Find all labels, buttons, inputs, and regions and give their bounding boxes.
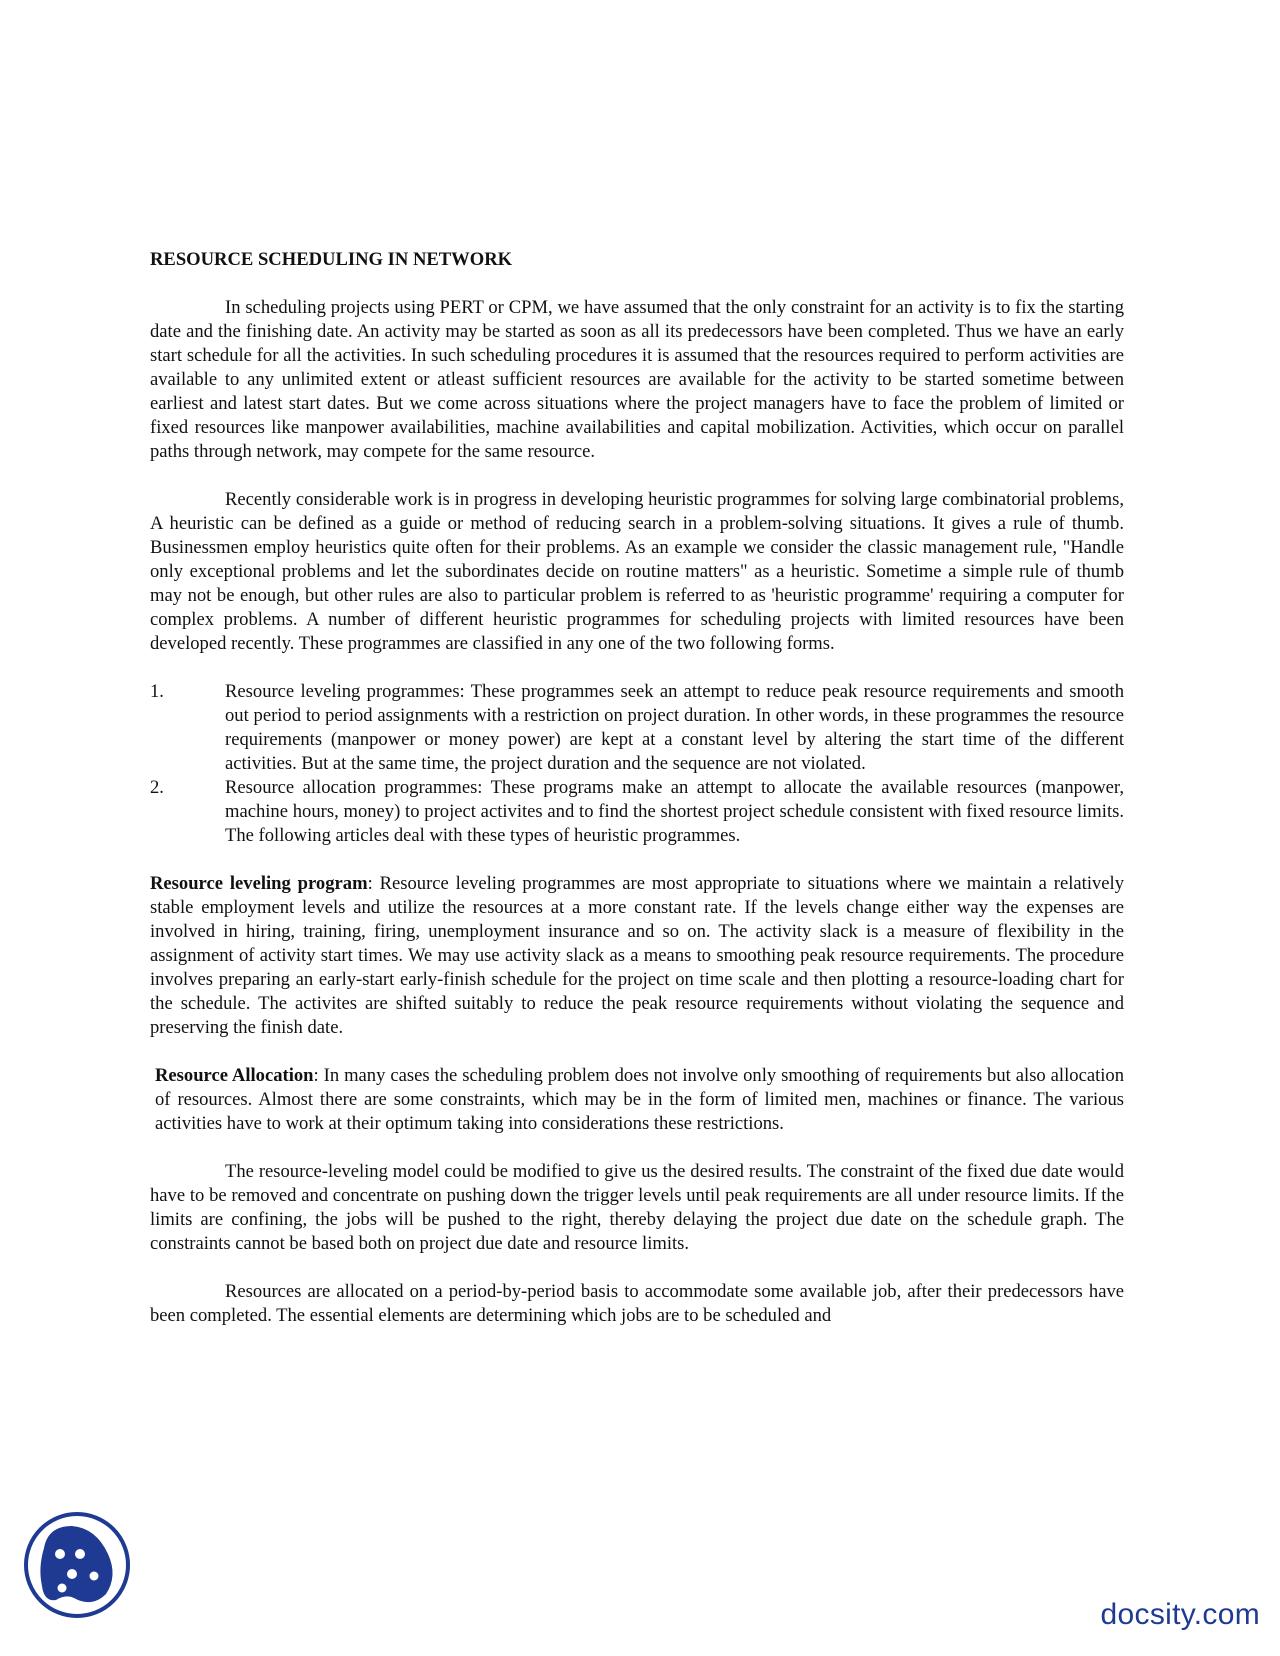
term-resource-leveling: Resource leveling program xyxy=(150,873,368,894)
document-body xyxy=(150,248,1124,1352)
paragraph-allocation-basis: Resources are allocated on a period-by-period basis to accommodate some available job, after their predecessors have been completed. The essential elements are determining which jobs are to be scheduled and xyxy=(150,1281,1124,1326)
term-resource-allocation: Resource Allocation xyxy=(155,1065,314,1086)
list-item xyxy=(150,680,1124,776)
paragraph-intro: In scheduling projects using PERT or CPM, we have assumed that the only constraint for an activity is to fix the starting date and the finishing date. An activity may be started as soon as all its predecessors have been completed. Thus we have an early start schedule for all the activities. In such scheduling procedures it is assumed that the resources required to perform activities are available to any unlimited extent or atleast sufficient resources are available for the activity to be started sometime between earliest and latest start dates. But we come across situations where the project managers have to face the problem of limited or fixed resources like manpower availabilities, machine availabilities and capital mobilization. Activities, which occur on parallel paths through network, may compete for the same resource. xyxy=(150,297,1124,462)
paragraph-resource-leveling xyxy=(150,872,1124,1040)
list-item xyxy=(150,776,1124,848)
resource-allocation-text: : In many cases the scheduling problem does not involve only smoothing of requirements but also allocation of resources. Almost there are some constraints, which may be in the form of limited men, machines or finance. The various activities have to work at their optimum taking into considerations these restrictions. xyxy=(155,1065,1124,1134)
docsity-logo-icon[interactable] xyxy=(22,1510,132,1620)
paragraph-resource-allocation xyxy=(150,1064,1124,1136)
list-item-text: Resource allocation programmes: These programs make an attempt to allocate the available resources (manpower, machine hours, money) to project activites and to find the shortest project schedule consistent with fixed resource limits. The following articles deal with these types of heuristic programmes. xyxy=(225,777,1124,846)
docsity-brand-link[interactable]: docsity.com xyxy=(1100,1598,1260,1631)
list-item-number: 2. xyxy=(150,777,164,798)
resource-leveling-text: : Resource leveling programmes are most appropriate to situations where we maintain a relatively stable employment levels and utilize the resources at a more constant rate. If the levels change either way the expenses are involved in hiring, training, firing, unemployment insurance and so on. The activity slack is a measure of flexibility in the assignment of activity start times. We may use activity slack as a means to smoothing peak resource requirements. The procedure involves preparing an early-start early-finish schedule for the project on time scale and then plotting a resource-loading chart for the schedule. The activites are shifted suitably to reduce the peak resource requirements without violating the sequence and preserving the finish date. xyxy=(150,873,1124,1038)
document-title: RESOURCE SCHEDULING IN NETWORK xyxy=(150,249,513,270)
paragraph-model: The resource-leveling model could be modified to give us the desired results. The constraint of the fixed due date would have to be removed and concentrate on pushing down the trigger levels until peak requirements are all under resource limits. If the limits are confining, the jobs will be pushed to the right, thereby delaying the project due date on the schedule graph. The constraints cannot be based both on project due date and resource limits. xyxy=(150,1161,1124,1254)
list-item-text: Resource leveling programmes: These programmes seek an attempt to reduce peak resource requirements and smooth out period to period assignments with a restriction on project duration. In other words, in these programmes the resource requirements (manpower or money power) are kept at a constant level by altering the start time of the different activities. But at the same time, the project duration and the sequence are not violated. xyxy=(225,681,1124,774)
list-item-number: 1. xyxy=(150,681,164,702)
programme-list xyxy=(150,680,1124,848)
paragraph-heuristics: Recently considerable work is in progress in developing heuristic programmes for solving large combinatorial problems, A heuristic can be defined as a guide or method of reducing search in a problem-solving situations. It gives a rule of thumb. Businessmen employ heuristics quite often for their problems. As an example we consider the classic management rule, "Handle only exceptional problems and let the subordinates decide on routine matters" as a heuristic. Sometime a simple rule of thumb may not be enough, but other rules are also to particular problem is referred to as 'heuristic programme' requiring a computer for complex problems. A number of different heuristic programmes for scheduling projects with limited resources have been developed recently. These programmes are classified in any one of the two following forms. xyxy=(150,489,1124,654)
